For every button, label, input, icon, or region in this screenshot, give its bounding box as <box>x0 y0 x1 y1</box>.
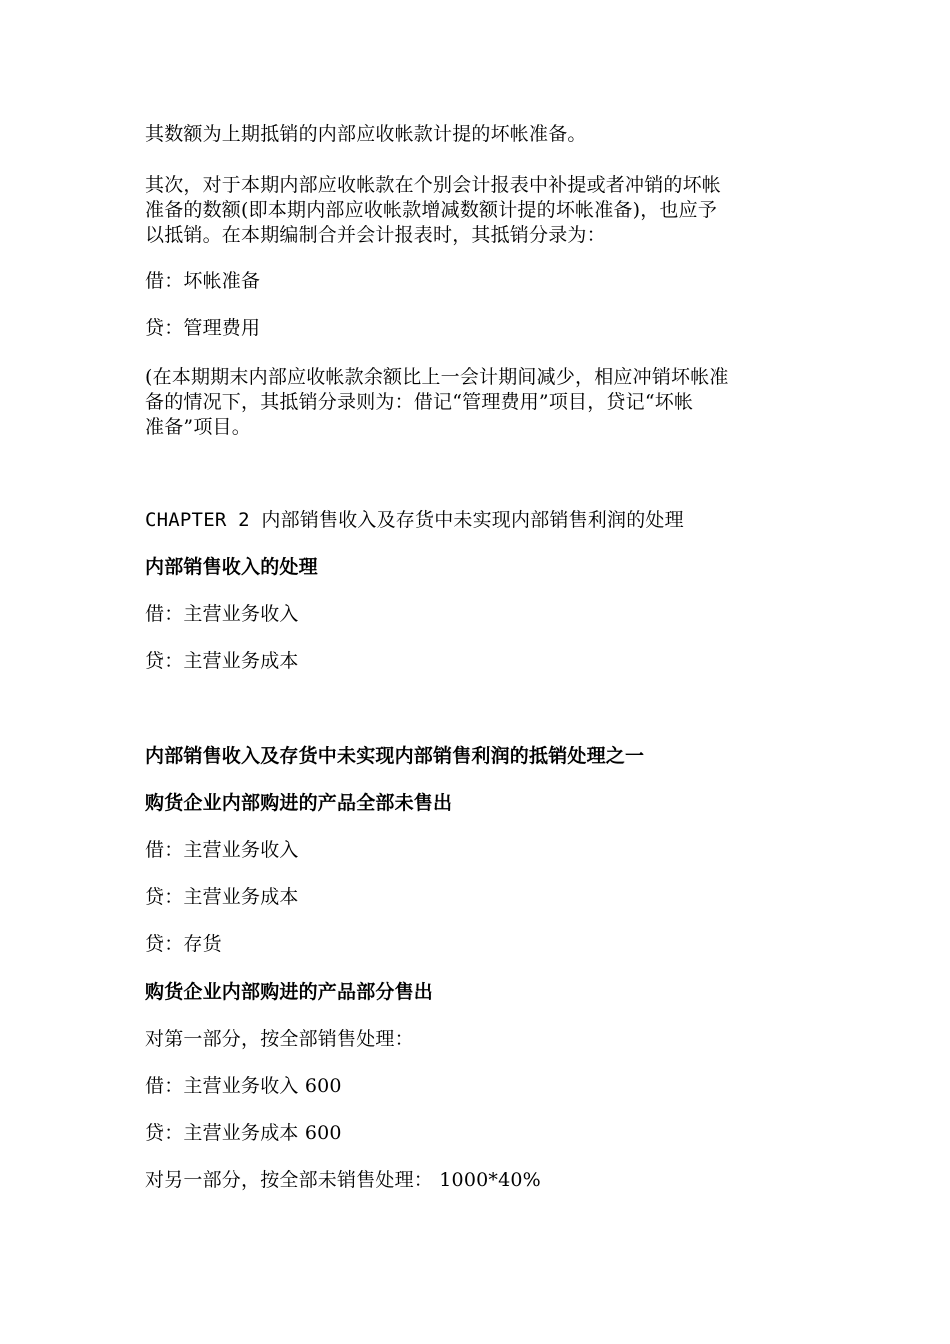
paragraph-line: 备的情况下，其抵销分录则为：借记“管理费用”项目，贷记“坏帐 <box>145 391 694 413</box>
paragraph-line: 以抵销。在本期编制合并会计报表时，其抵销分录为： <box>145 224 606 246</box>
journal-entry-debit: 借：主营业务收入 <box>145 839 299 861</box>
journal-entry-credit: 贷：存货 <box>145 933 222 955</box>
paragraph-line: 其次，对于本期内部应收帐款在个别会计报表中补提或者冲销的坏帐 <box>145 174 722 196</box>
journal-entry-debit: 借：主营业务收入 <box>145 603 299 625</box>
section-heading: 内部销售收入的处理 <box>145 556 318 578</box>
paragraph-line: 对另一部分，按全部未销售处理： 1000*40% <box>145 1169 541 1191</box>
paragraph-line: 对第一部分，按全部销售处理： <box>145 1028 414 1050</box>
journal-entry-debit: 借：主营业务收入 600 <box>145 1075 342 1097</box>
paragraph-line: 准备的数额(即本期内部应收帐款增减数额计提的坏帐准备)，也应予 <box>145 199 718 221</box>
journal-entry-debit: 借：坏帐准备 <box>145 270 261 292</box>
subsection-heading: 购货企业内部购进的产品部分售出 <box>145 981 434 1003</box>
paragraph-line: 其数额为上期抵销的内部应收帐款计提的坏帐准备。 <box>145 123 587 145</box>
journal-entry-credit: 贷：管理费用 <box>145 317 261 339</box>
journal-entry-credit: 贷：主营业务成本 600 <box>145 1122 342 1144</box>
journal-entry-credit: 贷：主营业务成本 <box>145 886 299 908</box>
paragraph-line: 准备”项目。 <box>145 416 251 438</box>
subsection-heading: 购货企业内部购进的产品全部未售出 <box>145 792 453 814</box>
section-heading: 内部销售收入及存货中未实现内部销售利润的抵销处理之一 <box>145 745 645 767</box>
journal-entry-credit: 贷：主营业务成本 <box>145 650 299 672</box>
chapter-heading: CHAPTER 2 内部销售收入及存货中未实现内部销售利润的处理 <box>145 509 684 531</box>
paragraph-line: (在本期期末内部应收帐款余额比上一会计期间减少，相应冲销坏帐准 <box>145 366 729 388</box>
